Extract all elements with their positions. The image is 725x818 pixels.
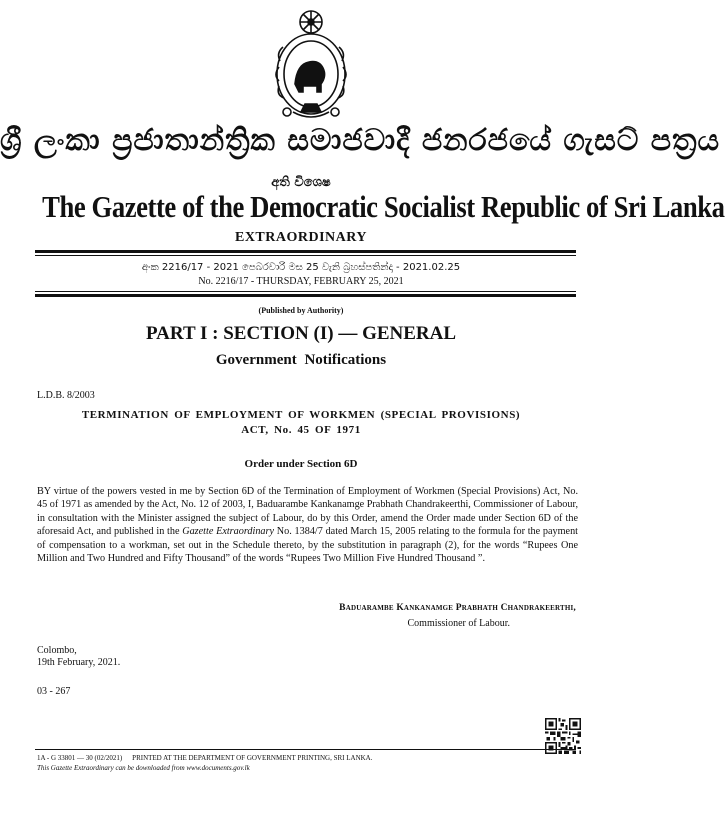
extraordinary-label-sinhala: අති විශෙෂ xyxy=(271,175,331,190)
issue-rule-thin xyxy=(35,291,576,292)
print-code: 1A - G 33801 — 30 (02/2021) xyxy=(37,754,123,762)
published-by-authority: (Published by Authority) xyxy=(258,306,344,315)
serial-number: 03 - 267 xyxy=(37,686,71,697)
footer-rule xyxy=(35,749,576,750)
issue-line-sinhala: අංක 2216/17 - 2021 පෙබරවාරි මස 25 වැනි බ්‍රහස්පතින්දා - 2021.02.25 xyxy=(141,262,461,273)
part-heading: PART I : SECTION (I) — GENERAL xyxy=(145,323,457,344)
order-body-part1: BY virtue of the powers vested in me by Section 6D of the Termination of Employment of Workmen (Special Provisions) Act, No. 45 of 1971 as amended by the Act, No. 12 of 2003, I, Baduarambe Kankanamge Prabhath Chandrakeerthi, Commissioner of Labour, in consultation with the Minister assigned the subject of Labour, do by this Order, amend the Order made under Section 6D of the aforesaid Act, and published in the xyxy=(37,486,578,538)
reference-number: L.D.B. 8/2003 xyxy=(37,390,95,401)
order-body-gazette-ref: Gazette Extraordinary xyxy=(182,526,275,538)
act-title xyxy=(60,408,542,438)
signer-title: Commissioner of Labour. xyxy=(407,618,510,629)
section-heading: Government Notifications xyxy=(215,352,387,368)
date: 19th February, 2021. xyxy=(37,657,121,668)
header-rule-thin xyxy=(35,255,576,256)
gazette-title-english: The Gazette of the Democratic Socialist Republic of Sri Lanka xyxy=(42,189,725,224)
issue-rule xyxy=(35,294,576,297)
header-rule xyxy=(35,250,576,253)
order-body-part2: No. 1384/7 dated March 15, 2005 relating to the formula for the payment of compensation to a workman, set out in the Schedule thereto, by the substitution in paragraph (2), for the words “Rupees One Million and Two Hundred and Fifty Thousand” of the words “Rupees Two Million Five Hundred Thousand ”. xyxy=(37,526,578,565)
signer-name: Baduarambe Kankanamge Prabhath Chandrakeerthi, xyxy=(339,603,576,613)
order-body xyxy=(37,485,578,565)
act-title-line1: TERMINATION OF EMPLOYMENT OF WORKMEN (SPECIAL PROVISIONS) xyxy=(81,409,521,421)
download-note: This Gazette Extraordinary can be downloaded from www.documents.gov.lk xyxy=(37,764,250,772)
footer-print-line xyxy=(37,754,373,762)
printer-line: PRINTED AT THE DEPARTMENT OF GOVERNMENT PRINTING, SRI LANKA. xyxy=(132,754,373,762)
gazette-title-sinhala: ශ්‍රී ලංකා ප්‍රජාතාන්ත්‍රික සමාජවාදී ජනරජයේ ගැසට් පත්‍රය xyxy=(0,123,721,158)
extraordinary-label: EXTRAORDINARY xyxy=(234,230,367,245)
order-heading: Order under Section 6D xyxy=(244,458,358,470)
act-title-line2: ACT, No. 45 OF 1971 xyxy=(241,424,361,436)
place: Colombo, xyxy=(37,645,77,656)
issue-line-english: No. 2216/17 - THURSDAY, FEBRUARY 25, 2021 xyxy=(198,276,404,287)
sri-lanka-state-emblem-icon xyxy=(271,6,351,124)
